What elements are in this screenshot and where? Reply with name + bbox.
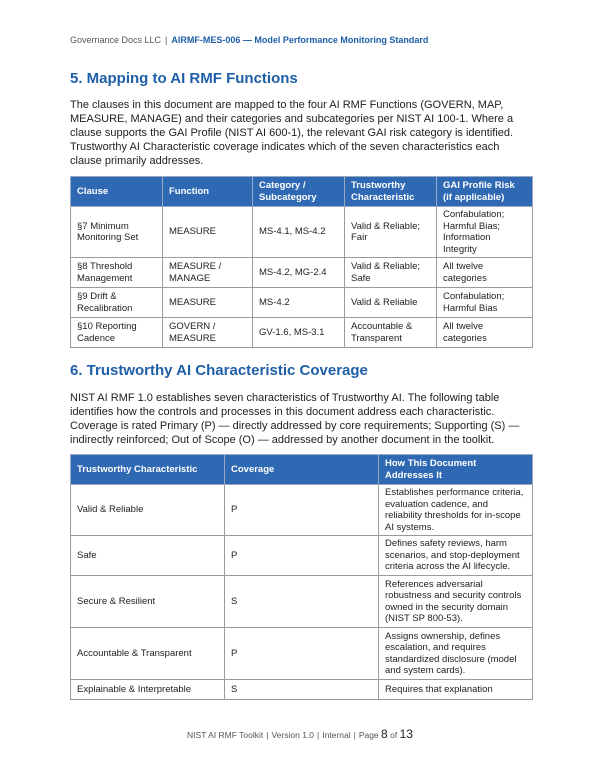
cell-clause: §9 Drift & Recalibration — [71, 288, 163, 318]
cell-gai-risk: Confabulation; Harmful Bias; Information Integrity — [437, 207, 533, 258]
table-row — [71, 576, 533, 628]
cell-clause: §10 Reporting Cadence — [71, 318, 163, 348]
footer-page-total: 13 — [399, 727, 413, 741]
footer-separator: | — [266, 730, 269, 740]
table-row — [71, 628, 533, 680]
table-row — [71, 536, 533, 576]
cell-function: MEASURE — [163, 207, 253, 258]
cell-characteristic: Explainable & Interpretable — [71, 680, 225, 700]
table-row — [71, 258, 533, 288]
footer-separator: | — [353, 730, 356, 740]
table-row — [71, 680, 533, 700]
cell-characteristic: Secure & Resilient — [71, 576, 225, 628]
running-footer — [0, 727, 600, 741]
column-header-gai-risk: GAI Profile Risk (if applicable) — [437, 177, 533, 207]
table-row — [71, 318, 533, 348]
column-header-coverage: Coverage — [225, 455, 379, 485]
cell-category: MS-4.2 — [253, 288, 345, 318]
cell-how-addressed: References adversarial robustness and security controls owned in the security domain (NIST SP 800-53). — [379, 576, 533, 628]
function-mapping-table — [70, 176, 533, 348]
cell-coverage: S — [225, 576, 379, 628]
cell-clause: §7 Minimum Monitoring Set — [71, 207, 163, 258]
cell-how-addressed: Assigns ownership, defines escalation, and requires standardized disclosure (model and system cards). — [379, 628, 533, 680]
cell-coverage: P — [225, 485, 379, 536]
cell-function: GOVERN / MEASURE — [163, 318, 253, 348]
running-header — [70, 35, 428, 45]
table-row — [71, 207, 533, 258]
cell-coverage: S — [225, 680, 379, 700]
section-5-paragraph: The clauses in this document are mapped to the four AI RMF Functions (GOVERN, MAP, MEASURE, MANAGE) and their categories and subcategories per NIST AI 100-1. Where a clause supports the GAI Profile (NIST AI 600-1), the relevant GAI risk category is identified. Trustworthy AI Characteristic coverage indicates which of the seven characteristics each clause primarily addresses. — [70, 99, 514, 167]
footer-page-of: of — [390, 730, 398, 740]
footer-classification: Internal — [322, 730, 351, 740]
cell-characteristic: Valid & Reliable — [71, 485, 225, 536]
table-row — [71, 288, 533, 318]
cell-characteristic: Valid & Reliable — [345, 288, 437, 318]
cell-coverage: P — [225, 628, 379, 680]
cell-clause: §8 Threshold Management — [71, 258, 163, 288]
table-header-row — [71, 455, 533, 485]
cell-characteristic: Valid & Reliable; Fair — [345, 207, 437, 258]
cell-characteristic: Valid & Reliable; Safe — [345, 258, 437, 288]
cell-characteristic: Accountable & Transparent — [71, 628, 225, 680]
table-row — [71, 485, 533, 536]
column-header-characteristic: Trustworthy Characteristic — [345, 177, 437, 207]
column-header-category: Category / Subcategory — [253, 177, 345, 207]
section-6-heading: 6. Trustworthy AI Characteristic Coverage — [70, 362, 368, 379]
cell-gai-risk: All twelve categories — [437, 258, 533, 288]
cell-function: MEASURE — [163, 288, 253, 318]
footer-separator: | — [317, 730, 320, 740]
table-header-row — [71, 177, 533, 207]
section-6-paragraph: NIST AI RMF 1.0 establishes seven characteristics of Trustworthy AI. The following table identifies how the controls and processes in this document address each characteristic. Coverage is rated Primary (P) — directly addressed by core requirements; Supporting (S) — indirectly reinforced; Out of Scope (O) — addressed by another document in the toolkit. — [70, 392, 520, 446]
cell-category: MS-4.1, MS-4.2 — [253, 207, 345, 258]
cell-how-addressed: Defines safety reviews, harm scenarios, and stop-deployment criteria across the AI lifecycle. — [379, 536, 533, 576]
footer-page-prefix: Page — [358, 730, 379, 740]
cell-coverage: P — [225, 536, 379, 576]
characteristic-coverage-table — [70, 454, 533, 700]
cell-gai-risk: All twelve categories — [437, 318, 533, 348]
header-separator: | — [165, 35, 168, 45]
column-header-characteristic: Trustworthy Characteristic — [71, 455, 225, 485]
footer-toolkit: NIST AI RMF Toolkit — [187, 730, 264, 740]
cell-gai-risk: Confabulation; Harmful Bias — [437, 288, 533, 318]
cell-function: MEASURE / MANAGE — [163, 258, 253, 288]
column-header-how-addressed: How This Document Addresses It — [379, 455, 533, 485]
header-company: Governance Docs LLC — [70, 35, 162, 45]
column-header-clause: Clause — [71, 177, 163, 207]
cell-how-addressed: Establishes performance criteria, evaluation cadence, and reliability thresholds for in-scope AI systems. — [379, 485, 533, 536]
footer-version: Version 1.0 — [271, 730, 315, 740]
cell-category: MS-4.2, MG-2.4 — [253, 258, 345, 288]
footer-page-number: 8 — [381, 727, 388, 741]
column-header-function: Function — [163, 177, 253, 207]
section-5-heading: 5. Mapping to AI RMF Functions — [70, 70, 298, 87]
cell-how-addressed: Requires that explanation — [379, 680, 533, 700]
cell-category: GV-1.6, MS-3.1 — [253, 318, 345, 348]
header-doc-title: AIRMF-MES-006 — Model Performance Monitoring Standard — [171, 35, 429, 45]
cell-characteristic: Accountable & Transparent — [345, 318, 437, 348]
cell-characteristic: Safe — [71, 536, 225, 576]
